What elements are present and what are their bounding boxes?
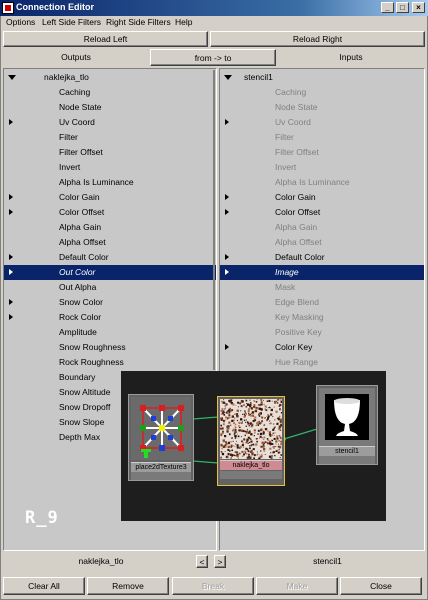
left-attr-label: Color Offset	[59, 207, 105, 217]
title-bar[interactable]	[0, 0, 428, 16]
right-attr-label: Node State	[275, 102, 318, 112]
left-node-name: naklejka_tlo	[44, 72, 89, 82]
right-attr-label: Key Masking	[275, 312, 324, 322]
make-button[interactable]	[256, 577, 338, 595]
close-label: Close	[370, 581, 392, 591]
right-attr-row[interactable]	[220, 205, 424, 220]
left-attr-label: Depth Max	[59, 432, 101, 442]
left-attr-label: Alpha Offset	[59, 237, 106, 247]
right-node-name: stencil1	[244, 72, 273, 82]
left-attr-label: Invert	[59, 162, 81, 172]
right-attr-label: Color Offset	[275, 207, 321, 217]
expand-arrow-icon[interactable]	[225, 254, 229, 260]
outputs-header: Outputs	[61, 52, 91, 62]
window-title: Connection Editor	[16, 2, 94, 12]
left-attr-label: Filter Offset	[59, 147, 103, 157]
right-attr-label: Hue Range	[275, 357, 319, 367]
left-attr-row[interactable]	[4, 250, 216, 265]
expand-arrow-icon[interactable]	[9, 119, 13, 125]
remove-label: Remove	[112, 581, 144, 591]
menu-options[interactable]: Options	[6, 17, 36, 27]
nav-left-button[interactable]	[196, 555, 208, 568]
expand-arrow-icon[interactable]	[225, 209, 229, 215]
left-attr-label: Snow Color	[59, 297, 103, 307]
right-attr-row[interactable]	[220, 115, 424, 130]
expand-arrow-icon[interactable]	[225, 119, 229, 125]
nav-right-glyph: >	[217, 556, 223, 567]
noise-texture-ports[interactable]	[220, 471, 282, 479]
right-attr-label: Default Color	[275, 252, 325, 262]
right-attr-label: Color Gain	[275, 192, 316, 202]
right-attr-row[interactable]	[220, 310, 424, 325]
close-button[interactable]	[340, 577, 422, 595]
left-attr-label: Alpha Is Luminance	[59, 177, 134, 187]
noise-texture-label: naklejka_tlo	[220, 460, 282, 470]
clear-all-label: Clear All	[28, 581, 60, 591]
expand-arrow-icon[interactable]	[225, 194, 229, 200]
connection-outcolor-image-line	[284, 429, 317, 439]
expand-arrow-icon[interactable]	[225, 269, 229, 275]
expand-arrow-icon[interactable]	[9, 314, 13, 320]
stencil-node[interactable]	[316, 385, 378, 465]
left-attr-label: Snow Dropoff	[59, 402, 111, 412]
left-attr-label: Snow Slope	[59, 417, 105, 427]
left-attr-row[interactable]	[4, 310, 216, 325]
right-attr-row[interactable]	[220, 280, 424, 295]
expand-arrow-icon[interactable]	[224, 75, 232, 80]
noise-texture-swatch	[220, 399, 282, 459]
left-attr-row[interactable]	[4, 235, 216, 250]
right-attr-row[interactable]	[220, 145, 424, 160]
stencil-swatch	[319, 388, 375, 446]
left-attr-row[interactable]	[4, 175, 216, 190]
from-to-toggle-button[interactable]	[150, 49, 276, 66]
left-attr-row[interactable]	[4, 100, 216, 115]
right-attr-row[interactable]	[220, 235, 424, 250]
place2d-texture-ports[interactable]	[131, 472, 191, 480]
right-attr-label: Alpha Gain	[275, 222, 318, 232]
right-attr-row[interactable]	[220, 250, 424, 265]
left-attr-row[interactable]	[4, 85, 216, 100]
right-attr-label: Edge Blend	[275, 297, 319, 307]
left-attr-row[interactable]	[4, 295, 216, 310]
noise-texture-node[interactable]	[217, 396, 285, 486]
connection-uv-filter-line	[193, 461, 218, 463]
right-attr-label: Mask	[275, 282, 296, 292]
expand-arrow-icon[interactable]	[9, 254, 13, 260]
expand-arrow-icon[interactable]	[9, 194, 13, 200]
minimize-button[interactable]: _	[381, 2, 394, 13]
maya-app-icon	[2, 2, 14, 14]
left-attr-label: Boundary	[59, 372, 96, 382]
place2d-texture-node[interactable]	[128, 394, 194, 481]
left-attr-label: Snow Roughness	[59, 342, 126, 352]
right-attr-label: Invert	[275, 162, 297, 172]
reload-right-button[interactable]	[210, 31, 425, 47]
left-attr-label: Node State	[59, 102, 102, 112]
right-attr-row[interactable]	[220, 325, 424, 340]
left-attr-row[interactable]	[4, 145, 216, 160]
left-attr-row[interactable]	[4, 265, 216, 280]
right-attr-row[interactable]	[220, 355, 424, 370]
place2d-texture-label: place2dTexture3	[131, 462, 191, 472]
expand-arrow-icon[interactable]	[9, 299, 13, 305]
right-attr-row[interactable]	[220, 130, 424, 145]
left-attr-label: Uv Coord	[59, 117, 95, 127]
nav-left-glyph: <	[199, 556, 205, 567]
left-attr-row[interactable]	[4, 190, 216, 205]
right-attr-row[interactable]	[220, 85, 424, 100]
left-attr-label: Caching	[59, 87, 91, 97]
left-attr-label: Alpha Gain	[59, 222, 102, 232]
left-attr-row[interactable]	[4, 340, 216, 355]
right-attr-label: Alpha Is Luminance	[275, 177, 350, 187]
menu-left-side-filters[interactable]: Left Side Filters	[42, 17, 102, 27]
expand-arrow-icon[interactable]	[9, 209, 13, 215]
right-attr-label: Image	[275, 267, 299, 277]
left-attr-label: Snow Altitude	[59, 387, 111, 397]
right-attr-label: Uv Coord	[275, 117, 311, 127]
right-attr-row[interactable]	[220, 295, 424, 310]
left-scrollbar[interactable]	[213, 70, 215, 370]
expand-arrow-icon[interactable]	[225, 344, 229, 350]
stencil-label: stencil1	[319, 446, 375, 456]
close-window-button[interactable]: ×	[412, 2, 425, 13]
right-attr-row[interactable]	[220, 160, 424, 175]
left-attr-label: Amplitude	[59, 327, 97, 337]
right-attr-label: Positive Key	[275, 327, 322, 337]
right-attr-label: Filter Offset	[275, 147, 319, 157]
clear-all-button[interactable]	[3, 577, 85, 595]
left-attr-row[interactable]	[4, 280, 216, 295]
right-attr-label: Caching	[275, 87, 307, 97]
connection-uv-line	[193, 417, 218, 419]
right-attr-row[interactable]	[220, 265, 424, 280]
break-label: Break	[201, 581, 225, 591]
place2d-texture-swatch	[131, 397, 191, 460]
left-attr-label: Default Color	[59, 252, 109, 262]
right-attr-label: Filter	[275, 132, 294, 142]
expand-arrow-icon[interactable]	[9, 269, 13, 275]
right-attr-row[interactable]	[220, 100, 424, 115]
left-attr-label: Out Alpha	[59, 282, 97, 292]
hypergraph-overlay	[121, 371, 386, 521]
watermark: R_9	[25, 508, 59, 528]
left-attr-row[interactable]	[4, 325, 216, 340]
left-attr-row[interactable]	[4, 355, 216, 370]
nav-right-button[interactable]	[214, 555, 226, 568]
left-attr-row[interactable]	[4, 130, 216, 145]
left-node-name: naklejka_tlo	[78, 556, 124, 566]
reload-left-label: Reload Left	[83, 34, 128, 44]
right-attr-row[interactable]	[220, 340, 424, 355]
left-attr-label: Out Color	[59, 267, 96, 277]
maximize-button[interactable]: □	[396, 2, 409, 13]
left-attr-row[interactable]	[4, 205, 216, 220]
reload-left-button[interactable]	[3, 31, 208, 47]
make-label: Make	[286, 581, 308, 591]
left-attr-label: Rock Roughness	[59, 357, 124, 367]
right-attr-row[interactable]	[220, 220, 424, 235]
left-attr-row[interactable]	[4, 115, 216, 130]
break-button[interactable]	[172, 577, 254, 595]
right-attr-label: Color Key	[275, 342, 313, 352]
menu-help[interactable]: Help	[175, 17, 193, 27]
right-node-header[interactable]	[220, 70, 424, 85]
right-node-name: stencil1	[313, 556, 342, 566]
right-attr-label: Alpha Offset	[275, 237, 322, 247]
reload-right-label: Reload Right	[292, 34, 343, 44]
left-attr-row[interactable]	[4, 160, 216, 175]
menu-right-side-filters[interactable]: Right Side Filters	[106, 17, 171, 27]
left-attr-label: Filter	[59, 132, 78, 142]
inputs-header: Inputs	[339, 52, 363, 62]
stencil-ports[interactable]	[319, 456, 375, 464]
left-attr-label: Color Gain	[59, 192, 100, 202]
expand-arrow-icon[interactable]	[8, 75, 16, 80]
from-to-label: from -> to	[194, 52, 232, 63]
left-node-header[interactable]	[4, 70, 216, 85]
menu-bar	[0, 16, 428, 31]
right-attr-row[interactable]	[220, 175, 424, 190]
remove-button[interactable]	[87, 577, 169, 595]
left-attr-label: Rock Color	[59, 312, 102, 322]
right-attr-row[interactable]	[220, 190, 424, 205]
left-attr-row[interactable]	[4, 220, 216, 235]
